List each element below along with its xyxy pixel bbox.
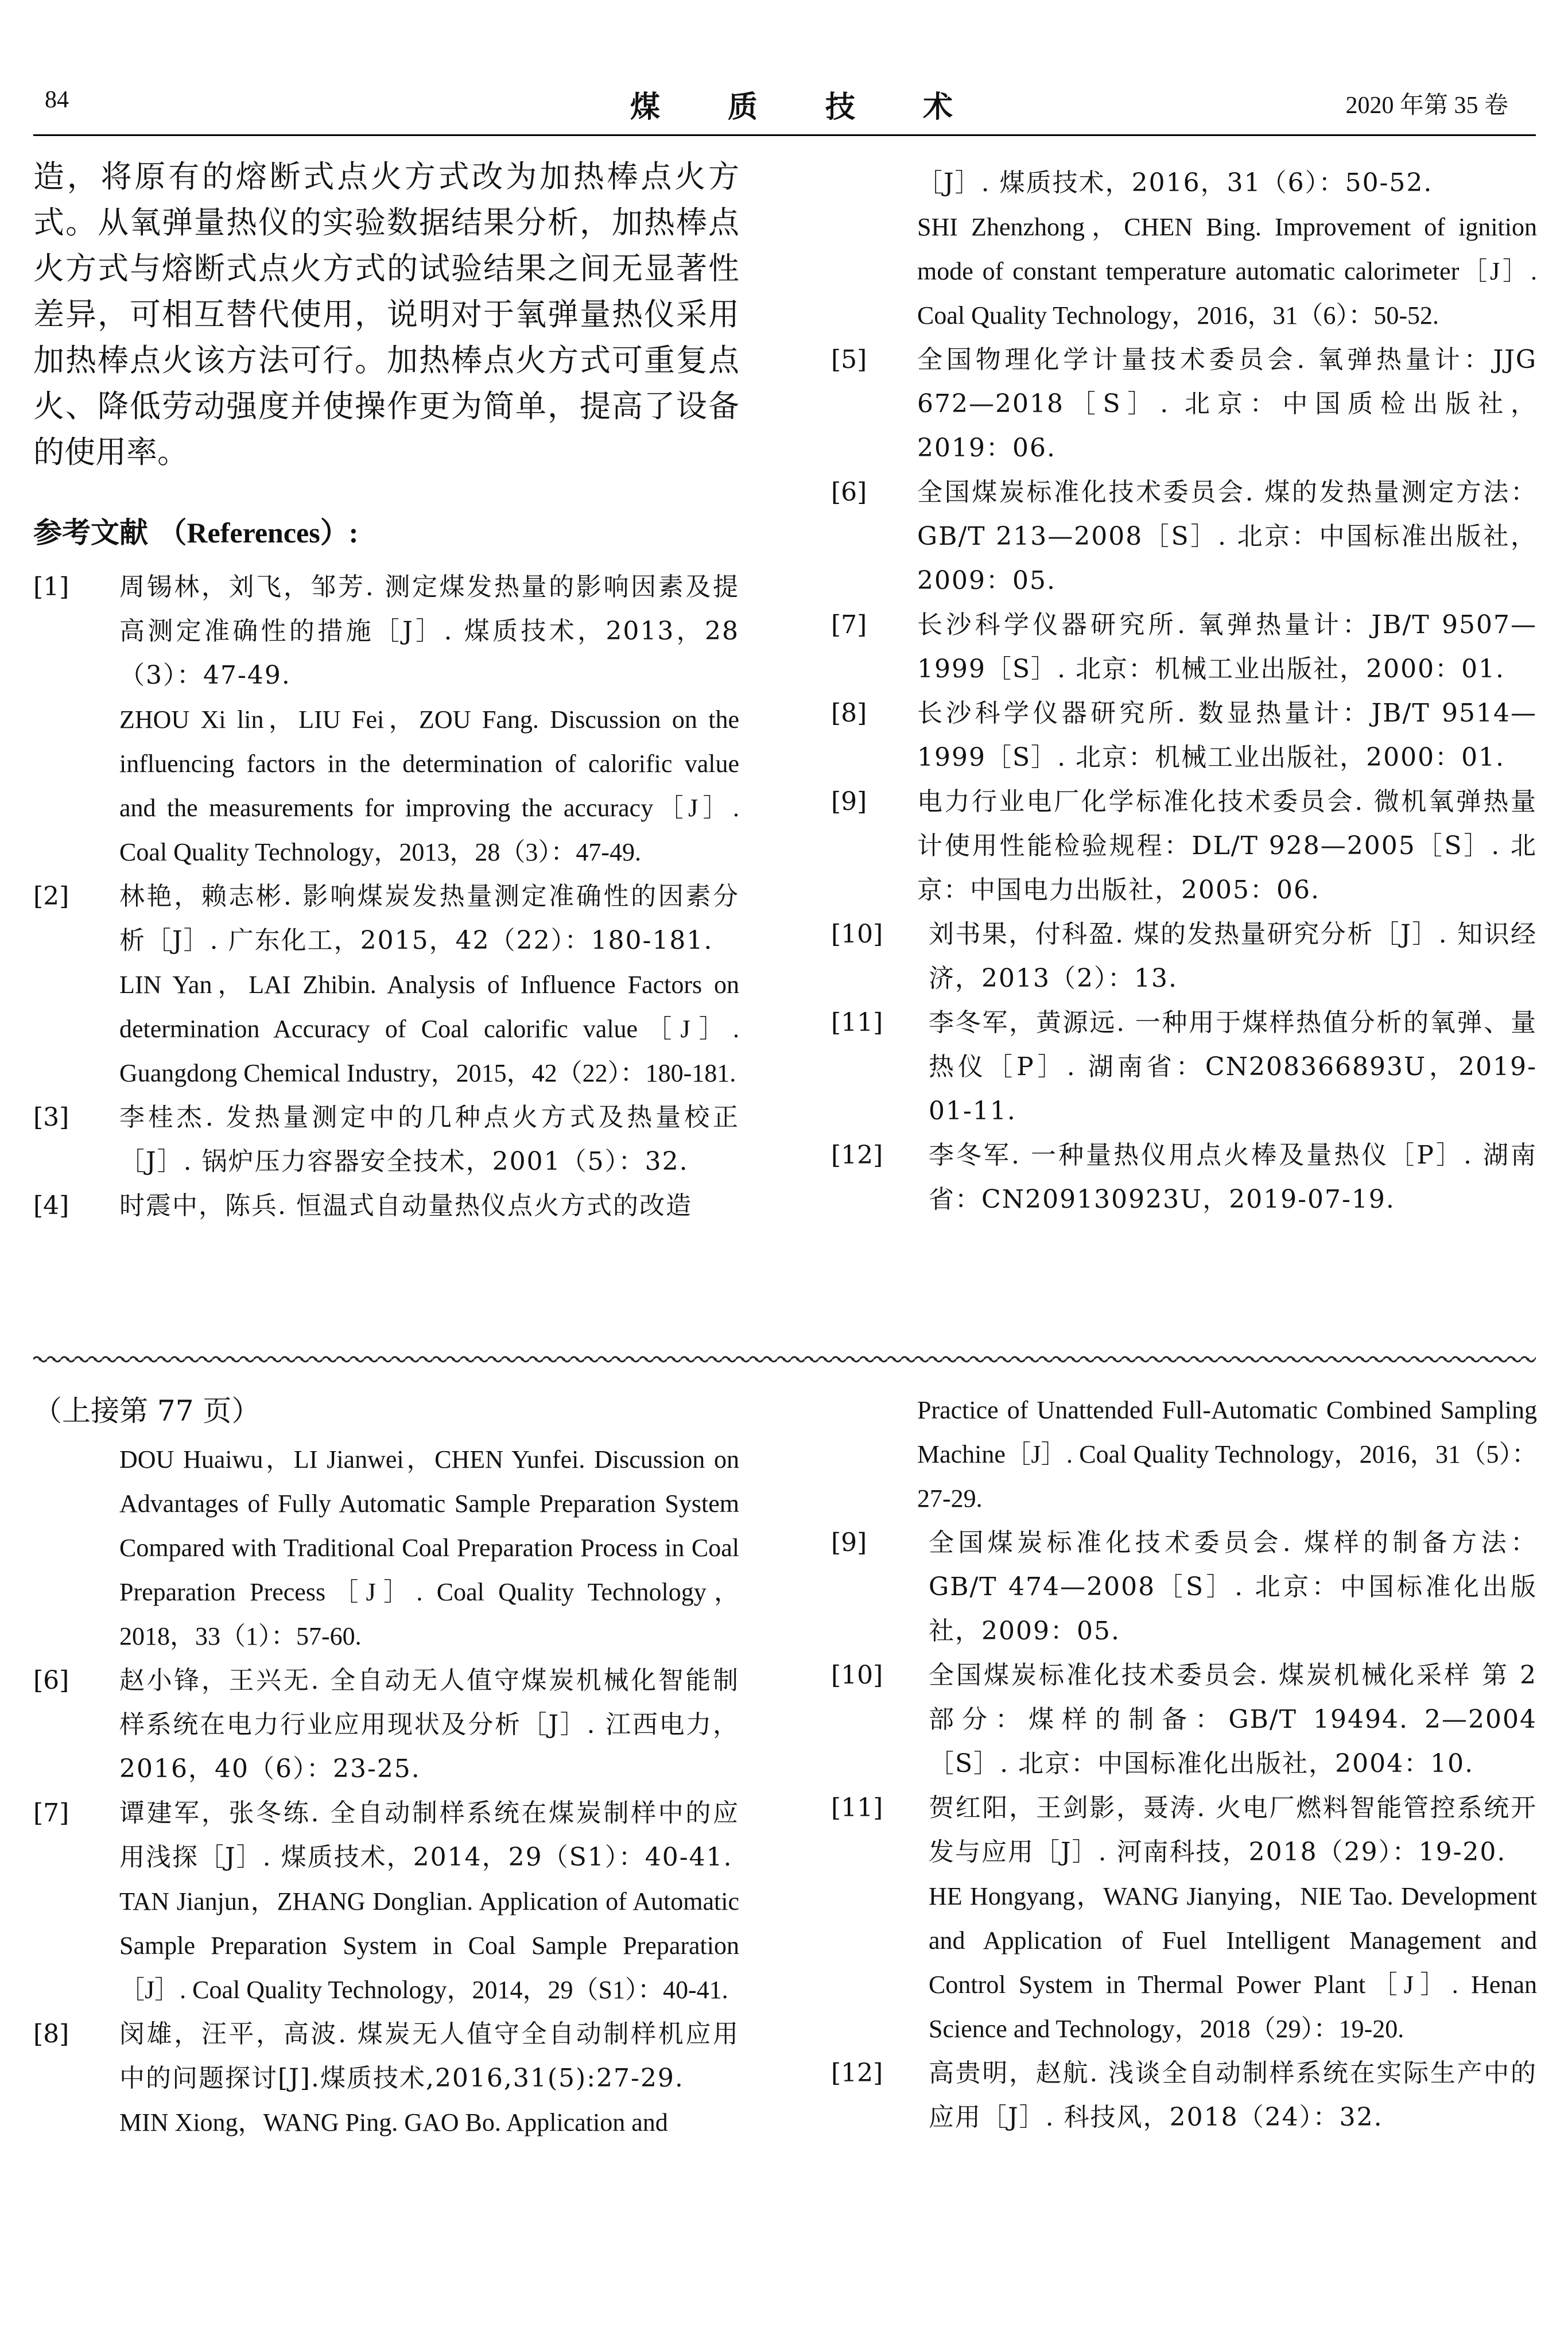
reference-text-cn: 刘书果，付科盈. 煤的发热量研究分析［J］. 知识经济，2013（2）：13.	[929, 920, 1537, 993]
reference-text-cn: 贺红阳，王剑影，聂涛. 火电厂燃料智能管控系统开发与应用［J］. 河南科技，2018（29）：19-20.	[929, 1793, 1537, 1867]
reference-item	[831, 691, 1537, 780]
top-left-column	[33, 154, 739, 1228]
reference-number: [3]	[33, 1103, 69, 1132]
reference-number: [7]	[33, 1798, 69, 1828]
reference-text-cn: 林艳，赖志彬. 影响煤炭发热量测定准确性的因素分析［J］. 广东化工，2015，42（22）：180-181.	[119, 882, 739, 955]
reference-item	[33, 874, 739, 1095]
references-heading	[33, 510, 739, 551]
reference-text-cn: 闵雄，汪平，高波. 煤炭无人值守全自动制样机应用中的问题探讨[J].煤质技术,2016,31(5):27-29.	[119, 2019, 739, 2093]
reference-text-en: MIN Xiong，WANG Ping. GAO Bo. Application and	[119, 2108, 668, 2136]
reference-item	[831, 1133, 1537, 1222]
reference-item	[831, 912, 1537, 1001]
reference-item	[831, 1653, 1537, 1786]
reference-text-cn: 周锡林，刘飞，邹芳. 测定煤发热量的影响因素及提高测定准确性的措施［J］. 煤质技术，2013，28（3）：47-49.	[119, 572, 739, 690]
reference-text-cn: 谭建军，张冬练. 全自动制样系统在煤炭制样中的应用浅探［J］. 煤质技术，2014，29（S1）：40-41.	[119, 1798, 739, 1872]
reference-item	[831, 338, 1537, 470]
reference-number: [11]	[831, 1008, 883, 1037]
section-divider	[33, 1352, 1536, 1366]
reference-text-en: DOU Huaiwu，LI Jianwei，CHEN Yunfei. Discussion on Advantages of Fully Automatic Sample Preparation System Compared with Traditional Coal Preparation Process in Coal Preparation Precess［J］. Coal Quality Technology，2018，33（1）：57-60.	[119, 1445, 739, 1650]
reference-continuation	[831, 1388, 1537, 1521]
reference-text-cn: 全国煤炭标准化技术委员会. 煤炭机械化采样 第 2 部分：煤样的制备：GB/T 19494. 2—2004［S］. 北京：中国标准化出版社，2004：10.	[929, 1661, 1537, 1778]
reference-number: [5]	[831, 345, 867, 374]
reference-item	[831, 1786, 1537, 2051]
reference-item	[33, 2012, 739, 2145]
journal-title: 煤质技术	[630, 90, 1021, 125]
reference-item	[831, 1521, 1537, 1653]
reference-item	[831, 470, 1537, 603]
references-heading-cn: 参考文献	[33, 516, 148, 549]
reference-number: [8]	[33, 2019, 69, 2049]
reference-text-en: SHI Zhenzhong，CHEN Bing. Improvement of ignition mode of constant temperature automatic calorimeter［J］. Coal Quality Technology，2016，31（6）：50-52.	[917, 213, 1537, 329]
body-paragraph: 造，将原有的熔断式点火方式改为加热棒点火方式。从氧弹量热仪的实验数据结果分析，加热棒点火方式与熔断式点火方式的试验结果之间无显著性差异，可相互替代使用，说明对于氧弹量热仪采用加热棒点火该方法可行。加热棒点火方式可重复点火、降低劳动强度并使操作更为简单，提高了设备的使用率。	[33, 158, 739, 470]
reference-number: [4]	[33, 1191, 69, 1220]
reference-number: [6]	[831, 478, 867, 507]
reference-number: [7]	[831, 610, 867, 639]
page-header	[33, 86, 1536, 136]
bottom-right-column	[831, 1388, 1537, 2139]
reference-item	[33, 1095, 739, 1184]
reference-text-cn: 李冬军，黄源远. 一种用于煤样热值分析的氧弹、量热仪［P］. 湖南省：CN208366893U，2019-01-11.	[929, 1008, 1537, 1126]
reference-text-cn: 全国煤炭标准化技术委员会. 煤样的制备方法：GB/T 474—2008［S］. 北京：中国标准化出版社，2009：05.	[929, 1528, 1537, 1646]
reference-item	[33, 1791, 739, 2012]
reference-text-cn: 全国物理化学计量技术委员会. 氧弹热量计：JJG 672—2018［S］. 北京：中国质检出版社，2019：06.	[917, 345, 1537, 463]
reference-number: [2]	[33, 882, 69, 911]
reference-text-en: ZHOU Xi lin，LIU Fei，ZOU Fang. Discussion on the influencing factors in the determination of calorific value and the measurements for improving the accuracy［J］. Coal Quality Technology，2013，28（3）：47-49.	[119, 705, 739, 866]
reference-text-en: Practice of Unattended Full-Automatic Combined Sampling Machine［J］. Coal Quality Technology，2016，31（5）：27-29.	[917, 1396, 1537, 1513]
reference-text-cn: 全国煤炭标准化技术委员会. 煤的发热量测定方法：GB/T 213—2008［S］. 北京：中国标准出版社，2009：05.	[917, 478, 1537, 595]
bottom-left-column	[33, 1388, 739, 2145]
reference-item	[33, 1184, 739, 1228]
reference-item	[33, 1658, 739, 1791]
reference-text-cn: ［J］. 煤质技术，2016，31（6）：50-52.	[917, 168, 1433, 197]
volume-info: 2020 年第 35 卷	[1345, 92, 1508, 119]
reference-text-en: LIN Yan，LAI Zhibin. Analysis of Influence Factors on determination Accuracy of Coal calorific value［J］. Guangdong Chemical Industry，2015，42（22）：180-181.	[119, 971, 739, 1087]
reference-text-cn: 长沙科学仪器研究所. 氧弹热量计：JB/T 9507—1999［S］. 北京：机械工业出版社，2000：01.	[917, 610, 1537, 684]
page-number: 84	[45, 87, 69, 113]
reference-text-cn: 时震中，陈兵. 恒温式自动量热仪点火方式的改造	[119, 1191, 692, 1220]
reference-number: [8]	[831, 699, 867, 728]
reference-text-en: TAN Jianjun，ZHANG Donglian. Application of Automatic Sample Preparation System in Coal Sample Preparation［J］. Coal Quality Technology，2014，29（S1）：40-41.	[119, 1887, 739, 2004]
reference-number: [12]	[831, 1141, 883, 1170]
reference-continuation	[831, 161, 1537, 338]
reference-item	[831, 603, 1537, 691]
reference-number: [9]	[831, 1528, 867, 1557]
reference-text-cn: 赵小锋，王兴无. 全自动无人值守煤炭机械化智能制样系统在电力行业应用现状及分析［J］. 江西电力，2016，40（6）：23-25.	[119, 1666, 739, 1783]
reference-number: [1]	[33, 572, 69, 602]
reference-text-cn: 李冬军. 一种量热仪用点火棒及量热仪［P］. 湖南省：CN209130923U，2019-07-19.	[929, 1141, 1537, 1214]
reference-text-cn: 电力行业电厂化学标准化技术委员会. 微机氧弹热量计使用性能检验规程：DL/T 928—2005［S］. 北京：中国电力出版社，2005：06.	[917, 787, 1537, 905]
reference-continuation	[33, 1437, 739, 1658]
reference-text-en: HE Hongyang，WANG Jianying，NIE Tao. Development and Application of Fuel Intelligent Management and Control System in Thermal Power Plant［J］. Henan Science and Technology，2018（29）：19-20.	[929, 1882, 1537, 2043]
reference-number: [6]	[33, 1666, 69, 1695]
reference-item	[33, 565, 739, 874]
reference-number: [9]	[831, 787, 867, 816]
reference-number: [12]	[831, 2058, 883, 2088]
reference-number: [11]	[831, 1793, 883, 1822]
continuation-heading: （上接第 77 页）	[33, 1394, 261, 1428]
reference-number: [10]	[831, 1661, 883, 1690]
reference-number: [10]	[831, 920, 883, 949]
reference-text-cn: 李桂杰. 发热量测定中的几种点火方式及热量校正［J］. 锅炉压力容器安全技术，2001（5）：32.	[119, 1103, 739, 1176]
reference-text-cn: 长沙科学仪器研究所. 数显热量计：JB/T 9514—1999［S］. 北京：机械工业出版社，2000：01.	[917, 699, 1537, 772]
reference-item	[831, 1001, 1537, 1133]
reference-item	[831, 2051, 1537, 2139]
top-right-column	[831, 161, 1537, 1222]
reference-item	[831, 780, 1537, 912]
references-heading-en: （References）:	[158, 517, 359, 549]
reference-text-cn: 高贵明，赵航. 浅谈全自动制样系统在实际生产中的应用［J］. 科技风，2018（24）：32.	[929, 2058, 1537, 2132]
